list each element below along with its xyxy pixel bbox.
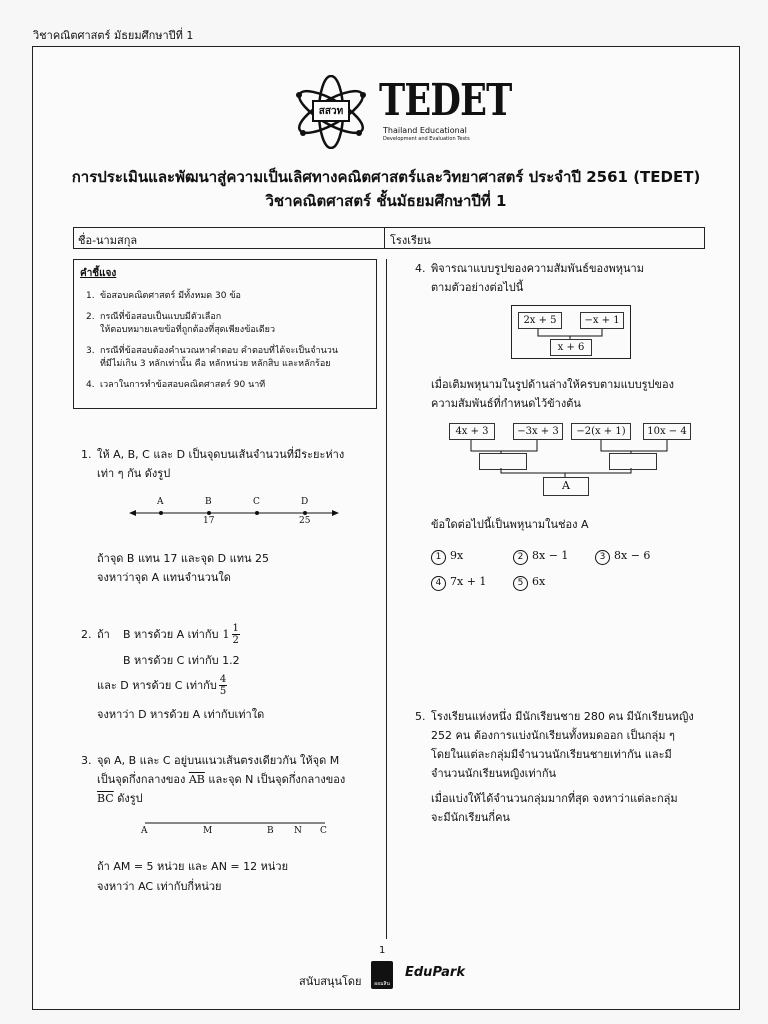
q4-example-sum: x + 6 [550,339,592,356]
instruction-item: 4. เวลาในการทำข้อสอบคณิตศาสตร์ 90 นาที [86,380,266,390]
q1-line4: จงหาว่าจุด A แทนจำนวนใด [97,571,231,584]
gsb-logo: ออมสิน [371,961,393,989]
exam-page [32,46,740,1010]
q4-example-box [511,305,631,359]
q4-option-1: 1 9x [431,543,513,569]
q4-example-right: −x + 1 [580,312,624,329]
q2-number: 2. [81,627,92,641]
q4-option-2: 2 8x − 1 [513,543,595,569]
q1-line1: ให้ A, B, C และ D เป็นจุดบนเส้นจำนวนที่มีระยะห่าง [97,448,345,461]
sponsor-label: สนับสนุนโดย [299,975,362,988]
q3-point-b: B [267,826,274,836]
q3-point-m: M [203,826,213,836]
q2-if: ถ้า [97,628,110,641]
q1-point-d: D [301,497,309,507]
question-2 [81,619,381,723]
instructions-box [73,259,377,409]
q3-point-n: N [294,826,302,836]
instruction-item: 3. กรณีที่ข้อสอบต้องคำนวณหาคำตอบ คำตอบที่ได้จะเป็นจำนวน ที่มีไม่เกิน 3 หลักเท่านั้น คือ หลักหน่วย หลักสิบ และหลักร้อย [86,346,338,369]
page-number: 1 [379,945,386,956]
question-4 [415,259,644,297]
q3-line4: ถ้า AM = 5 หน่วย และ AN = 12 หน่วย [97,860,289,873]
q3-line2b: และจุด N เป็นจุดกึ่งกลางของ [208,773,346,786]
q4-line4: ความสัมพันธ์ที่กำหนดไว้ข้างต้น [431,397,581,410]
q4-blank-right [609,453,657,470]
q4-option-5: 5 6x [513,569,595,595]
q5-line3: โดยในแต่ละกลุ่มมีจำนวนนักเรียนชายเท่ากัน และมี [431,748,672,761]
q4-ask: ข้อใดต่อไปนี้เป็นพหุนามในช่อง A [431,518,589,531]
q4-box-a: A [543,477,589,496]
q4-option-4: 4 7x + 1 [431,569,513,595]
q5-line5: เมื่อแบ่งให้ได้จำนวนกลุ่มมากที่สุด จงหาว่าแต่ละกลุ่ม [431,792,678,805]
title-line-2: วิชาคณิตศาสตร์ ชั้นมัธยมศึกษาปีที่ 1 [265,192,507,210]
q2-d-div-c: และ D หารด้วย C เท่ากับ [97,679,217,692]
question-1 [81,445,344,483]
instruction-item: 1. ข้อสอบคณิตศาสตร์ มีทั้งหมด 30 ข้อ [86,291,241,301]
q4-top-4: 10x − 4 [643,423,691,440]
q5-line6: จะมีนักเรียนกี่คน [431,811,510,824]
running-title: วิชาคณิตศาสตร์ มัธยมศึกษาปีที่ 1 [33,29,194,42]
q2-mixed-whole: 1 [222,627,230,641]
q4-body [431,375,674,413]
q3-number: 3. [81,754,92,767]
q5-line4: จำนวนนักเรียนหญิงเท่ากัน [431,767,557,780]
q4-line3: เมื่อเติมพหุนามในรูปด้านล่างให้ครบตามแบบรูปของ [431,378,675,391]
q2-mixed-fraction: $\frac{1}{2}$ [232,622,239,646]
name-label: ชื่อ-นามสกุล [78,234,138,247]
q3-line-diagram [137,817,337,841]
q5-number: 5. [415,710,426,723]
question-3 [81,751,381,808]
q4-line1: พิจารณาแบบรูปของความสัมพันธ์ของพหุนาม [431,262,644,275]
form-divider [384,228,385,248]
ipst-seal-logo [291,75,371,149]
instruction-item: 2. กรณีที่ข้อสอบเป็นแบบมีตัวเลือก ให้ตอบหมายเลขข้อที่ถูกต้องที่สุดเพียงข้อเดียว [86,312,276,335]
title-line-1: การประเมินและพัฒนาสู่ความเป็นเลิศทางคณิตศาสตร์และวิทยาศาสตร์ ประจำปี 2561 (TEDET) [71,168,701,186]
q2-b-div-c: B หารด้วย C เท่ากับ 1.2 [123,654,240,667]
tedet-brand: TEDET [379,75,512,126]
q1-point-c: C [253,497,260,507]
q3-line2a: เป็นจุดกึ่งกลางของ [97,773,186,786]
q4-pattern-diagram [449,421,689,499]
q3-line3: ดังรูป [117,792,143,805]
q1-point-a: A [157,497,164,507]
q4-options [431,543,691,595]
q1-point-b: B [205,497,212,507]
edupark-logo: EduPark [405,965,465,980]
q4-blank-left [479,453,527,470]
q3-point-a: A [141,826,148,836]
q1-number-line [129,497,341,527]
column-divider [386,259,387,939]
q1-number: 1. [81,448,92,461]
q3-point-c: C [320,826,327,836]
q5-line2: 252 คน ต้องการแบ่งนักเรียนทั้งหมดออก เป็นกลุ่ม ๆ [431,729,675,742]
q4-number: 4. [415,262,426,275]
q3-line1: จุด A, B และ C อยู่บนแนวเส้นตรงเดียวกัน ให้จุด M [97,754,340,767]
q4-top-1: 4x + 3 [449,423,495,440]
q3-seg-ab: $\overline{AB}$ [188,773,205,786]
name-school-form [73,227,705,249]
q1-line3: ถ้าจุด B แทน 17 และจุด D แทน 25 [97,552,269,565]
q1-value-17: 17 [203,516,215,526]
q2-ask: จงหาว่า D หารด้วย A เท่ากับเท่าใด [97,708,265,721]
q3-line5: จงหาว่า AC เท่ากับกี่หน่วย [97,880,222,893]
q1-body [97,549,269,587]
q4-option-3: 3 8x − 6 [595,543,677,569]
q4-example-left: 2x + 5 [518,312,562,329]
seal-text: สสวท [318,106,344,117]
q5-line1: โรงเรียนแห่งหนึ่ง มีนักเรียนชาย 280 คน มีนักเรียนหญิง [431,710,694,723]
q4-line2: ตามตัวอย่างต่อไปนี้ [431,281,524,294]
q4-top-3: −2(x + 1) [571,423,631,440]
q3-body [97,857,288,897]
q2-fraction: $\frac{4}{5}$ [219,673,227,697]
tedet-tagline: Thailand Educational Development and Evaluation Tests [383,126,470,142]
q2-b-div-a: B หารด้วย A เท่ากับ [123,628,219,641]
q1-line2: เท่า ๆ กัน ดังรูป [97,467,171,480]
instructions-heading: คำชี้แจง [80,268,117,279]
instructions-list [86,290,372,392]
question-5 [415,707,694,827]
q1-value-25: 25 [299,516,311,526]
q4-top-2: −3x + 3 [513,423,563,440]
school-label: โรงเรียน [390,234,431,247]
q3-seg-bc: $\overline{BC}$ [97,792,114,805]
